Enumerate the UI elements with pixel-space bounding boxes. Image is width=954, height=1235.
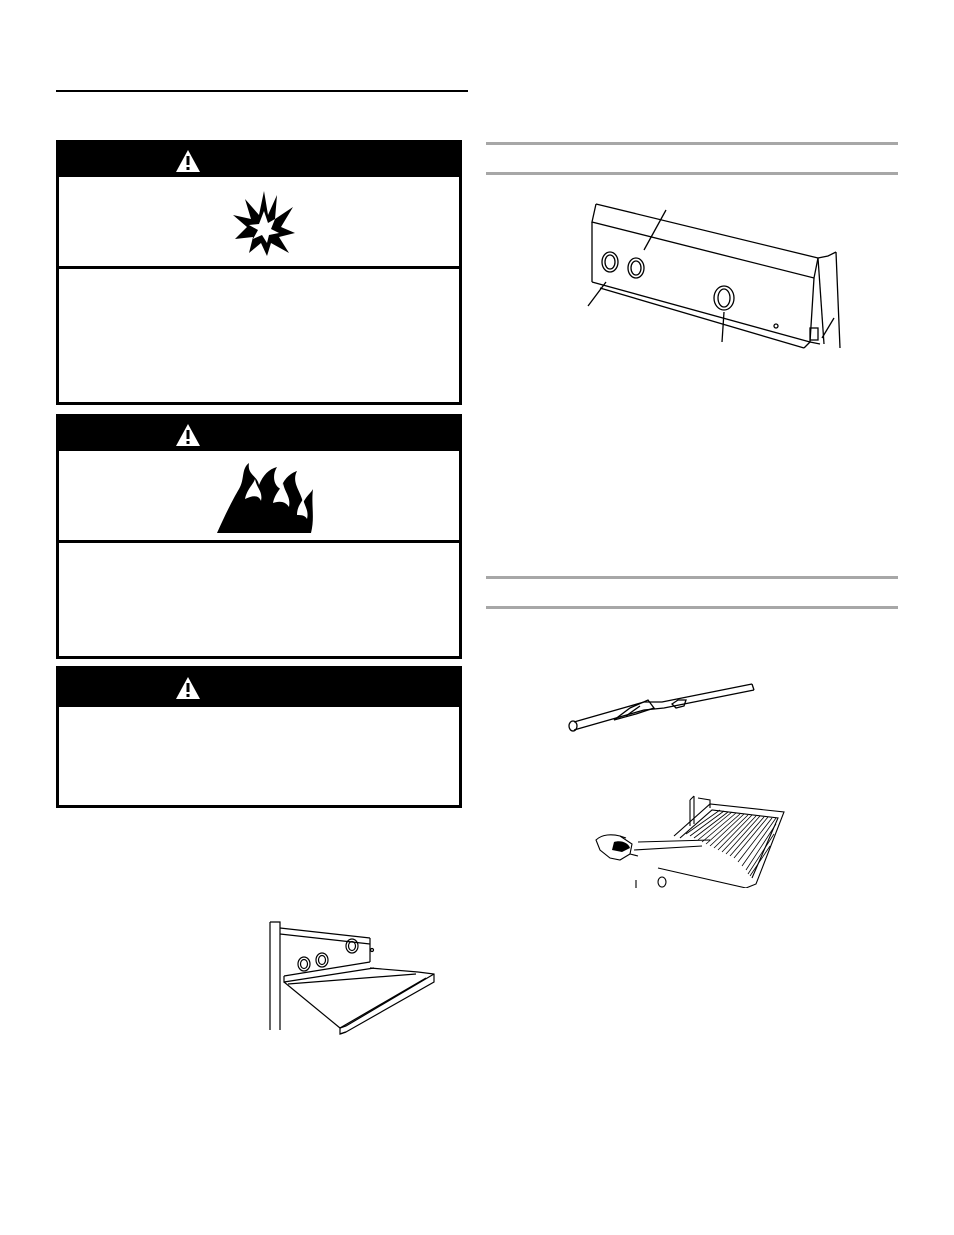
control-panel-illustration (578, 192, 848, 368)
warning-box-explosion (56, 140, 462, 405)
warning-triangle-icon (175, 676, 201, 700)
section-rule (486, 142, 898, 145)
explosion-icon (231, 189, 297, 257)
warning-box-general (56, 666, 462, 808)
warning-triangle-icon (175, 423, 201, 447)
warning-header (59, 143, 459, 177)
match-lighting-illustration (590, 790, 786, 888)
drip-tray-illustration (266, 912, 438, 1040)
fire-icon (215, 459, 315, 535)
section-rule (486, 606, 898, 609)
section-rule (56, 90, 468, 92)
warning-header (59, 669, 459, 707)
warning-header (59, 417, 459, 451)
section-rule (486, 576, 898, 579)
warning-box-fire (56, 414, 462, 659)
section-rule (486, 172, 898, 175)
lighting-rod-illustration (566, 678, 756, 738)
warning-symbol-area (59, 177, 459, 269)
warning-symbol-area (59, 451, 459, 543)
warning-triangle-icon (175, 149, 201, 173)
